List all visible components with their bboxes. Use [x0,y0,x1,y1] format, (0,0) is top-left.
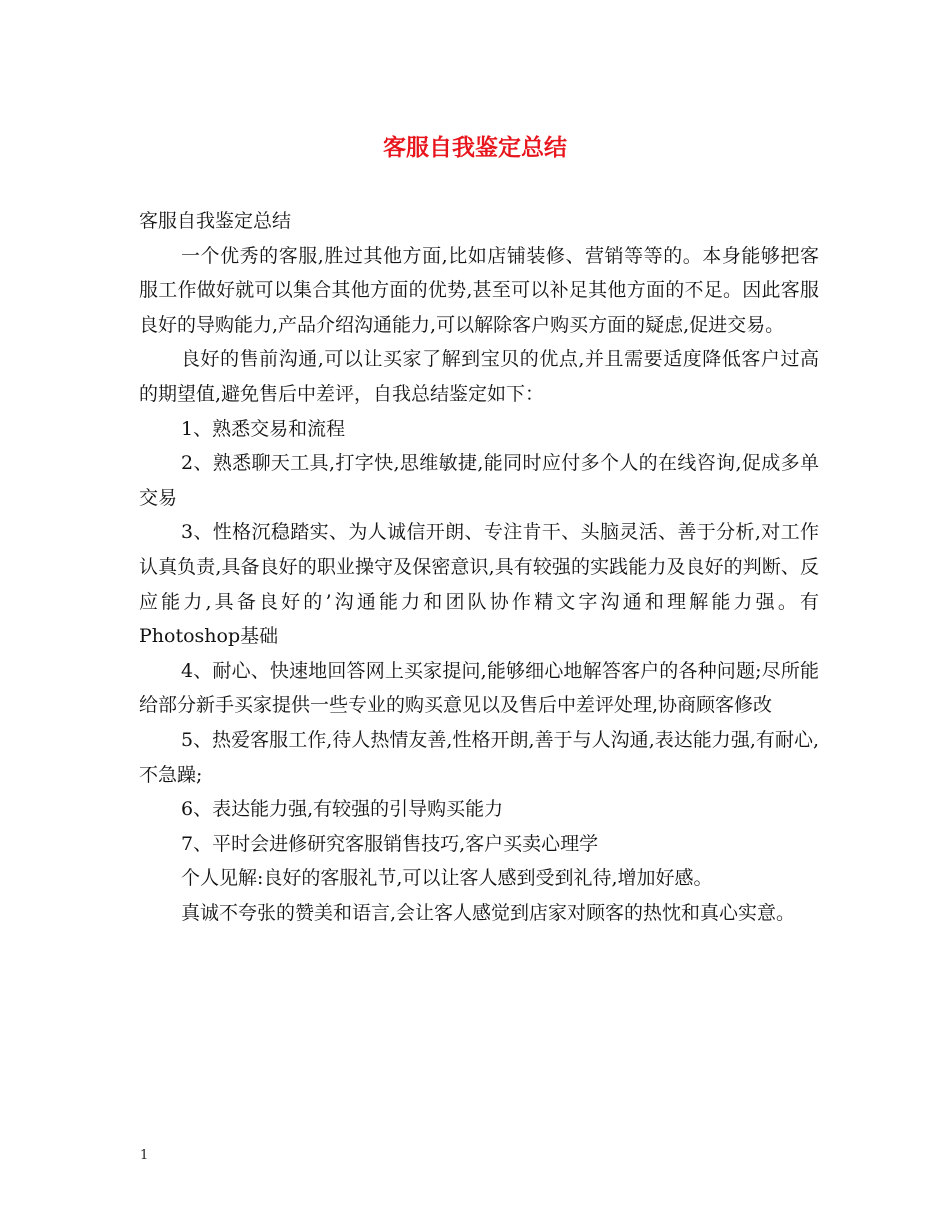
paragraph-heading: 客服自我鉴定总结 [139,210,292,232]
list-item-3: 3、性格沉稳踏实、为人诚信开朗、专注肯干、头脑灵活、善于分析,对工作认真负责,具备良好的职业操守及保密意识,具有较强的实践能力及良好的判断、反应能力,具备良好的’沟通能力和团队协作精文字沟通和理解能力强。有Photoshop基础 [139,521,819,648]
list-item-1: 1、熟悉交易和流程 [181,417,346,440]
list-item-5: 5、热爱客服工作,待人热情友善,性格开朗,善于与人沟通,表达能力强,有耐心,不急躁; [139,728,819,786]
paragraph-intro: 一个优秀的客服,胜过其他方面,比如店铺装修、营销等等的。本身能够把客服工作做好就可以集合其他方面的优势,甚至可以补足其他方面的不足。因此客服良好的导购能力,产品介绍沟通能力,可以解除客户购买方面的疑虑,促进交易。 [139,244,819,336]
document-title: 客服自我鉴定总结 [383,134,567,161]
list-item-6: 6、表达能力强,有较强的引导购买能力 [181,798,504,821]
paragraph-closing: 真诚不夸张的赞美和语言,会让客人感觉到店家对顾客的热忱和真心实意。 [181,901,796,924]
list-item-2: 2、熟悉聊天工具,打字快,思维敏捷,能同时应付多个人的在线咨询,促成多单交易 [139,452,819,509]
paragraph-opinion: 个人见解:良好的客服礼节,可以让客人感到受到礼待,增加好感。 [181,867,713,890]
page-number: 1 [140,1148,149,1163]
paragraph-presales: 良好的售前沟通,可以让买家了解到宝贝的优点,并且需要适度降低客户过高的期望值,避免售后中差评，自我总结鉴定如下： [139,348,819,405]
list-item-4: 4、耐心、快速地回答网上买家提问,能够细心地解答客户的各种问题;尽所能给部分新手买家提供一些专业的购买意见以及售后中差评处理,协商顾客修改 [139,659,819,717]
list-item-7: 7、平时会进修研究客服销售技巧,客户买卖心理学 [181,832,599,855]
document-body [139,204,819,930]
